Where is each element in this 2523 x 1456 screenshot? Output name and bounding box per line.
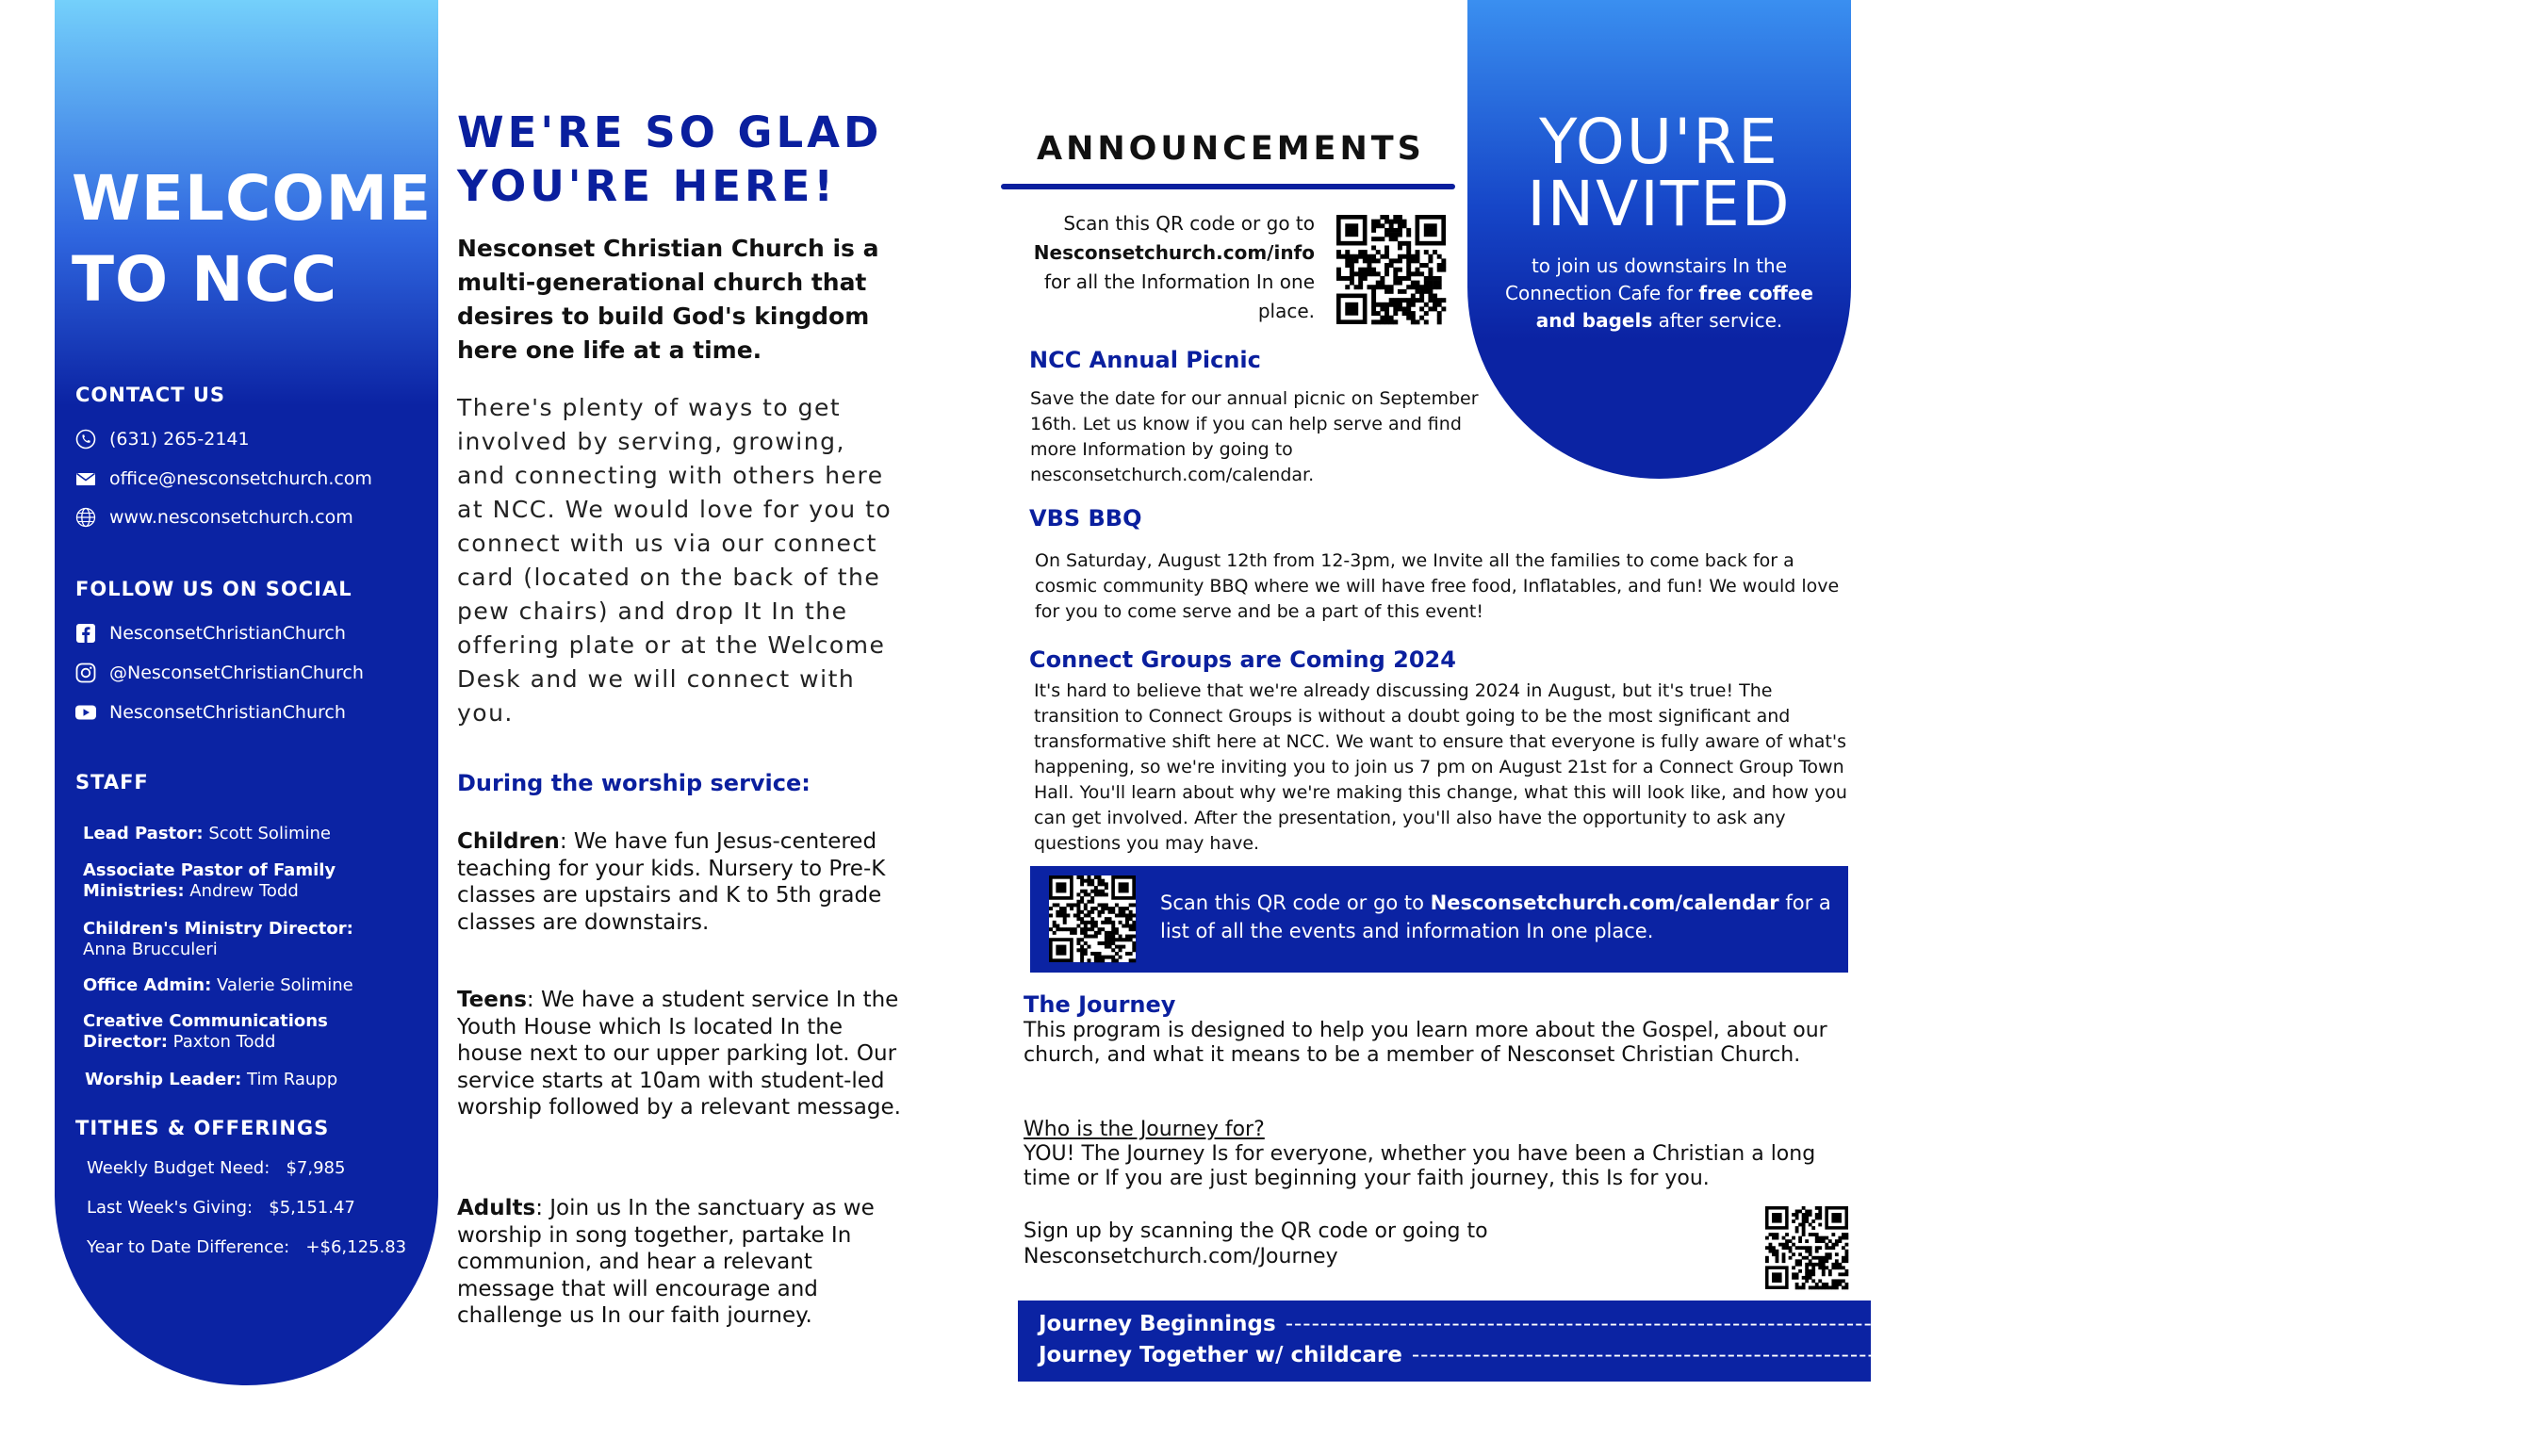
calendar-link[interactable]: Nesconsetchurch.com/calendar [1430,892,1779,914]
website-row[interactable] [75,507,353,528]
instagram-row[interactable] [75,663,364,683]
journey-heading: The Journey [1024,991,1176,1018]
instagram-handle: @NesconsetChristianChurch [109,663,364,683]
globe-icon [75,507,96,528]
tithe-last-week: Last Week's Giving: $5,151.47 [87,1198,355,1218]
calendar-banner [1030,866,1848,973]
info-link[interactable]: Nesconsetchurch.com/info [1033,241,1315,264]
journey-session-2: Journey Together w/ childcare ------------------------------------------------------------------------------------------------ September 17th at 1pm [1039,1343,2523,1367]
teens-paragraph: Teens: We have a student service In the Youth House which Is located In the house next to our upper parking lot. Our service starts at 10am with student-led worship followed by a relevant message. [457,988,901,1120]
youtube-handle: NesconsetChristianChurch [109,702,346,723]
announcements-title: ANNOUNCEMENTS [1037,130,1425,168]
phone-number: (631) 265-2141 [109,429,250,450]
glad-body: There's plenty of ways to get involved by serving, growing, and connecting with others here at NCC. We would love for you to connect with us via our connect card (located on the back of the pew chairs) and drop It In the offering plate or at the Welcome Desk and we will connect with you. [457,394,893,727]
leader-dashes: ------------------------------------------------------------------------------------------------ [1285,1312,2127,1336]
picnic-text: Save the date for our annual picnic on September 16th. Let us know if you can help serve and find more Information by going to nesconsetchurch.com/calendar. [1030,388,1479,485]
welcome-title [72,158,432,320]
connect-groups-text: It's hard to believe that we're already discussing 2024 in August, but it's true! The transition to Connect Groups is without a doubt going to be the most significant and transformative shift here at NCC. We want to ensure that everyone is fully aware of what's happening, so we're inviting you to join us 7 pm on August 21st for a Connect Group Town Hall. You'll learn about why we're making this change, what this will look like, and how you can get involved. After the presentation, you'll also have the opportunity to ask any questions you may have. [1034,680,1847,854]
email-address: office@nesconsetchurch.com [109,468,372,489]
journey-schedule [1018,1301,2523,1382]
glad-title: WE'RE SO GLAD YOU'RE HERE! [457,107,883,211]
journey-who-heading: Who is the Journey for? [1024,1118,1265,1141]
vbs-text: On Saturday, August 12th from 12-3pm, we Invite all the families to come back for a cosmic community BBQ where we will have free food, Inflatables, and fun! We would love for you to come serve and be a part of this event! [1035,550,1840,622]
email-row[interactable] [75,468,372,489]
youtube-icon [75,702,96,723]
staff-creative-director: Creative Communications Director: Paxton Todd [83,1011,328,1052]
contact-heading: CONTACT US [75,384,226,406]
staff-office-admin: Office Admin: Valerie Solimine [83,975,353,995]
announcements-divider [1001,184,1455,189]
calendar-banner-text: Scan this QR code or go to Nesconsetchurch.com/calendar for a list of all the events and information In one place. [1160,892,1831,942]
journey-qr-code[interactable] [1765,1206,1848,1289]
calendar-qr-code[interactable] [1049,875,1136,962]
invite-text: to join us downstairs In the Connection Cafe for free coffee and bagels after service. [1505,254,1813,332]
tithe-weekly-budget: Weekly Budget Need: $7,985 [87,1158,346,1178]
invite-title: YOU'RE INVITED [1527,106,1792,240]
journey-text: This program is designed to help you learn more about the Gospel, about our church, and what it means to be a member of Nesconset Christian Church. [1024,1019,1827,1067]
facebook-icon [75,623,96,644]
info-qr-text: Scan this QR code or go to Nesconsetchurch.com/info for all the Information In one place. [1033,212,1315,322]
welcome-title-line2: TO NCC [72,243,338,316]
social-heading: FOLLOW US ON SOCIAL [75,578,352,600]
adults-paragraph: Adults: Join us In the sanctuary as we worship in song together, partake In communion, and hear a relevant message that will encourage and challenge us In our faith journey. [457,1196,875,1328]
invite-panel [1467,0,1851,479]
staff-childrens-director: Children's Ministry Director: Anna Brucculeri [83,919,353,959]
youtube-row[interactable] [75,702,346,723]
info-qr-code[interactable] [1336,215,1446,324]
vbs-heading: VBS BBQ [1029,505,1142,532]
tithes-heading: TITHES & OFFERINGS [75,1117,330,1139]
journey-session-1: Journey Beginnings ------------------------------------------------------------------------------------------------ August 13th at 1pm [1039,1312,2353,1336]
staff-worship-leader: Worship Leader: Tim Raupp [85,1070,338,1089]
tithe-ytd-difference: Year to Date Difference: +$6,125.83 [87,1237,407,1257]
facebook-row[interactable] [75,623,346,644]
website-url: www.nesconsetchurch.com [109,507,353,528]
journey-who-text: YOU! The Journey Is for everyone, whether you have been a Christian a long time or If you are just beginning your faith journey, this Is for you. [1024,1142,1816,1190]
mail-icon [75,468,96,489]
phone-row[interactable] [75,429,250,450]
staff-heading: STAFF [75,771,149,793]
welcome-panel [55,0,438,1385]
facebook-handle: NesconsetChristianChurch [109,623,346,644]
journey-signup-text: Sign up by scanning the QR code or going to Nesconsetchurch.com/Journey [1024,1219,1488,1268]
staff-lead-pastor: Lead Pastor: Scott Solimine [83,824,331,843]
phone-icon [75,429,96,450]
worship-heading: During the worship service: [457,770,811,796]
children-paragraph: Children: We have fun Jesus-centered teaching for your kids. Nursery to Pre-K classes are upstairs and K to 5th grade classes are downstairs. [457,829,886,935]
instagram-icon [75,663,96,683]
picnic-heading: NCC Annual Picnic [1029,347,1261,373]
connect-groups-heading: Connect Groups are Coming 2024 [1029,646,1456,673]
welcome-title-line1: WELCOME [72,162,433,235]
leader-dashes: ------------------------------------------------------------------------------------------------ [1411,1343,2253,1367]
staff-associate-pastor: Associate Pastor of Family Ministries: Andrew Todd [83,860,336,901]
glad-intro: Nesconset Christian Church is a multi-generational church that desires to build God's kingdom here one life at a time. [457,235,879,364]
